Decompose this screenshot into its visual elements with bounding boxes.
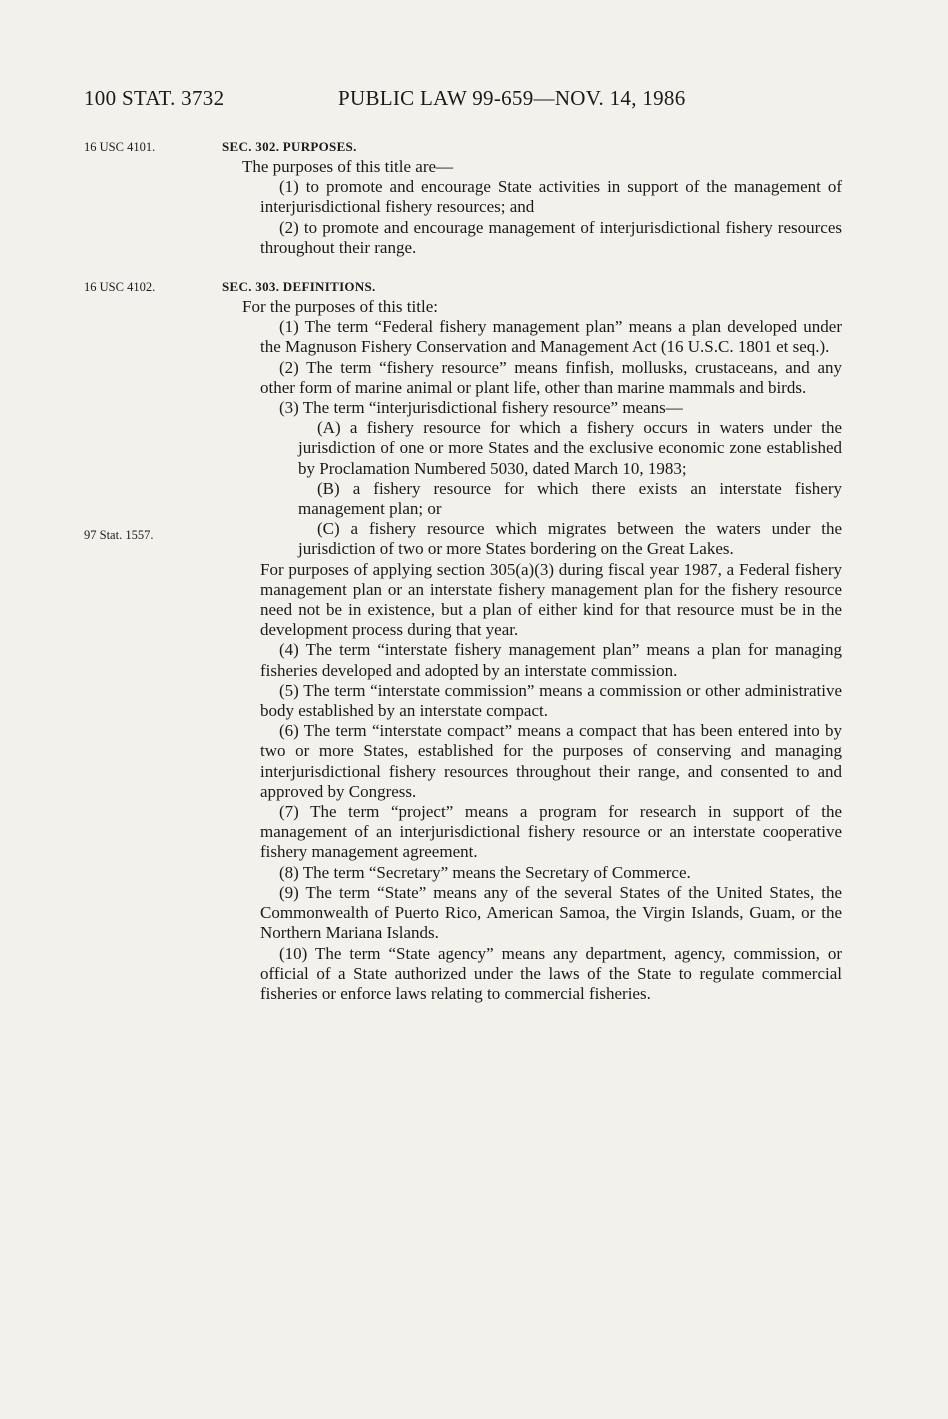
section-302	[222, 137, 842, 258]
margin-note-usc-4101: 16 USC 4101.	[84, 140, 156, 154]
definition-7: (7) The term “project” means a program for research in support of the management of an interjurisdictional fishery resource or an interstate cooperative fishery management agreement.	[260, 802, 842, 862]
section-302-intro: The purposes of this title are—	[242, 157, 454, 176]
margin-note-usc-4102: 16 USC 4102.	[84, 280, 156, 294]
definition-3-c: (C) a fishery resource which migrates between the waters under the jurisdiction of two or more States bordering on the Great Lakes.	[298, 519, 842, 559]
definition-5: (5) The term “interstate commission” means a commission or other administrative body established by an interstate compact.	[260, 680, 842, 721]
section-303	[222, 277, 842, 1004]
definition-9: (9) The term “State” means any of the several States of the United States, the Commonwealth of Puerto Rico, American Samoa, the Virgin Islands, Guam, or the Northern Mariana Islands.	[260, 882, 842, 943]
public-law-title: PUBLIC LAW 99-659—NOV. 14, 1986	[338, 86, 686, 110]
definition-10: (10) The term “State agency” means any department, agency, commission, or official of a State authorized under the laws of the State to regulate commercial fisheries or enforce laws relating to commercial fisheries.	[260, 943, 842, 1003]
definition-1: (1) The term “Federal fishery management plan” means a plan developed under the Magnuson Fishery Conservation and Management Act (16 U.S.C. 1801 et seq.).	[260, 317, 842, 357]
definition-2: (2) The term “fishery resource” means finfish, mollusks, crustaceans, and any other form of marine animal or plant life, other than marine mammals and birds.	[260, 357, 842, 397]
definition-3-note: For purposes of applying section 305(a)(3) during fiscal year 1987, a Federal fishery management plan or an interstate fishery management plan for the fishery resource need not be in existence, but a plan of either kind for that resource must be in the development process during that year.	[260, 559, 842, 640]
purpose-item-2: (2) to promote and encourage management of interjurisdictional fishery resources throughout their range.	[260, 217, 842, 257]
definition-3-a: (A) a fishery resource for which a fishery occurs in waters under the jurisdiction of one or more States and the exclusive economic zone established by Proclamation Numbered 5030, dated March 10, 1983;	[298, 418, 842, 478]
definition-6: (6) The term “interstate compact” means a compact that has been entered into by two or more States, established for the purposes of conserving and managing interjurisdictional fishery resources throughout their range, and consented to and approved by Congress.	[260, 721, 842, 801]
purpose-item-1: (1) to promote and encourage State activities in support of the management of interjurisdictional fishery resources; and	[260, 177, 842, 217]
page-header	[84, 86, 848, 116]
definition-3: (3) The term “interjurisdictional fishery resource” means—	[279, 398, 683, 418]
section-302-heading: SEC. 302. PURPOSES.	[222, 139, 357, 154]
margin-note-stat-1557: 97 Stat. 1557.	[84, 528, 154, 542]
section-303-heading: SEC. 303. DEFINITIONS.	[222, 279, 376, 294]
definition-4: (4) The term “interstate fishery management plan” means a plan for managing fisheries developed and adopted by an interstate commission.	[260, 640, 842, 680]
section-303-intro: For the purposes of this title:	[242, 297, 438, 316]
definition-3-b: (B) a fishery resource for which there exists an interstate fishery management plan; or	[298, 478, 842, 519]
definition-8: (8) The term “Secretary” means the Secretary of Commerce.	[279, 862, 691, 882]
stat-reference: 100 STAT. 3732	[84, 86, 225, 110]
